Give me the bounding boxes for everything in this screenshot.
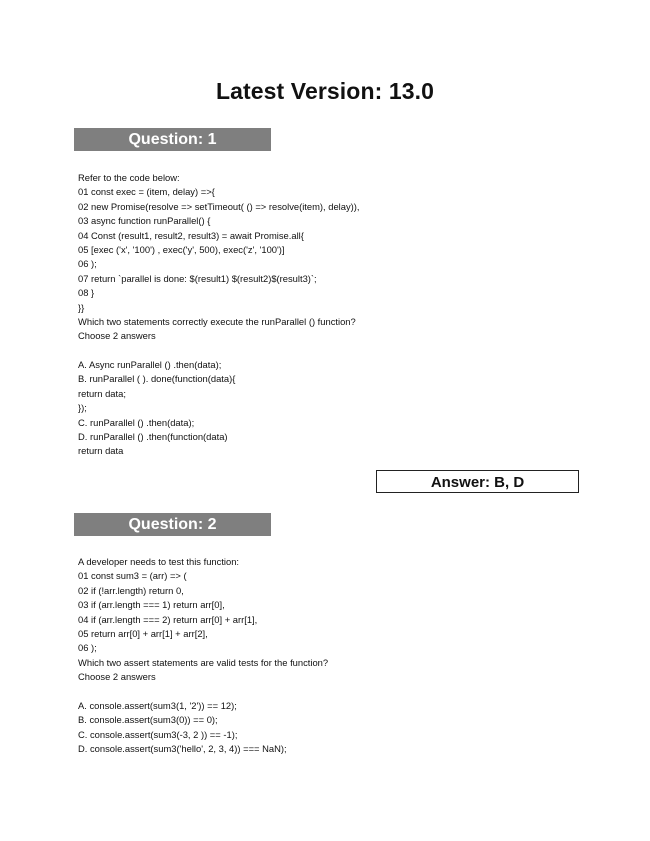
page-title: Latest Version: 13.0	[215, 78, 435, 104]
text-line: C. console.assert(sum3(-3, 2 )) == -1);	[78, 728, 238, 740]
text-line: 05 [exec ('x', '100') , exec('y', 500), exec('z', '100')]	[78, 243, 285, 255]
text-line: 07 return `parallel is done: $(result1) $(result2)$(result3)`;	[78, 272, 317, 284]
text-line: 02 new Promise(resolve => setTimeout( () => resolve(item), delay)),	[78, 200, 360, 212]
question-1-body	[78, 171, 618, 459]
text-line: 02 if (!arr.length) return 0,	[78, 584, 184, 596]
text-line: 08 }	[78, 287, 95, 299]
text-line	[78, 344, 618, 358]
text-line: });	[78, 402, 87, 414]
text-line: A. console.assert(sum3(1, '2')) == 12);	[78, 699, 237, 711]
text-line: 06 );	[78, 258, 97, 270]
text-line: 04 Const (result1, result2, result3) = await Promise.all{	[78, 229, 304, 241]
text-line: D. console.assert(sum3('hello', 2, 3, 4)) === NaN);	[78, 743, 287, 755]
text-line: 04 if (arr.length === 2) return arr[0] + arr[1],	[78, 613, 258, 625]
text-line: 06 );	[78, 642, 97, 654]
text-line: D. runParallel () .then(function(data)	[78, 431, 228, 443]
text-line: 03 async function runParallel() {	[78, 215, 211, 227]
text-line: }}	[78, 301, 85, 313]
question-2-heading: Question: 2	[74, 513, 271, 536]
text-line: C. runParallel () .then(data);	[78, 416, 195, 428]
text-line: 01 const sum3 = (arr) => (	[78, 570, 187, 582]
text-line: Choose 2 answers	[78, 671, 156, 683]
answer-box: Answer: B, D	[376, 470, 579, 493]
text-line: 05 return arr[0] + arr[1] + arr[2],	[78, 627, 208, 639]
text-line: return data	[78, 445, 124, 457]
text-line: B. runParallel ( ). done(function(data){	[78, 373, 236, 385]
text-line: return data;	[78, 387, 126, 399]
text-line: A. Async runParallel () .then(data);	[78, 359, 222, 371]
text-line: A developer needs to test this function:	[78, 556, 240, 567]
text-line: Refer to the code below:	[78, 172, 180, 183]
question-1-heading: Question: 1	[74, 128, 271, 151]
text-line: Choose 2 answers	[78, 330, 156, 342]
text-line	[78, 685, 618, 699]
text-line: Which two assert statements are valid tests for the function?	[78, 656, 329, 668]
text-line: Which two statements correctly execute the runParallel () function?	[78, 315, 356, 327]
text-line: B. console.assert(sum3(0)) == 0);	[78, 714, 218, 726]
question-2-body	[78, 555, 618, 756]
text-line: 01 const exec = (item, delay) =>{	[78, 186, 215, 198]
text-line: 03 if (arr.length === 1) return arr[0],	[78, 599, 225, 611]
